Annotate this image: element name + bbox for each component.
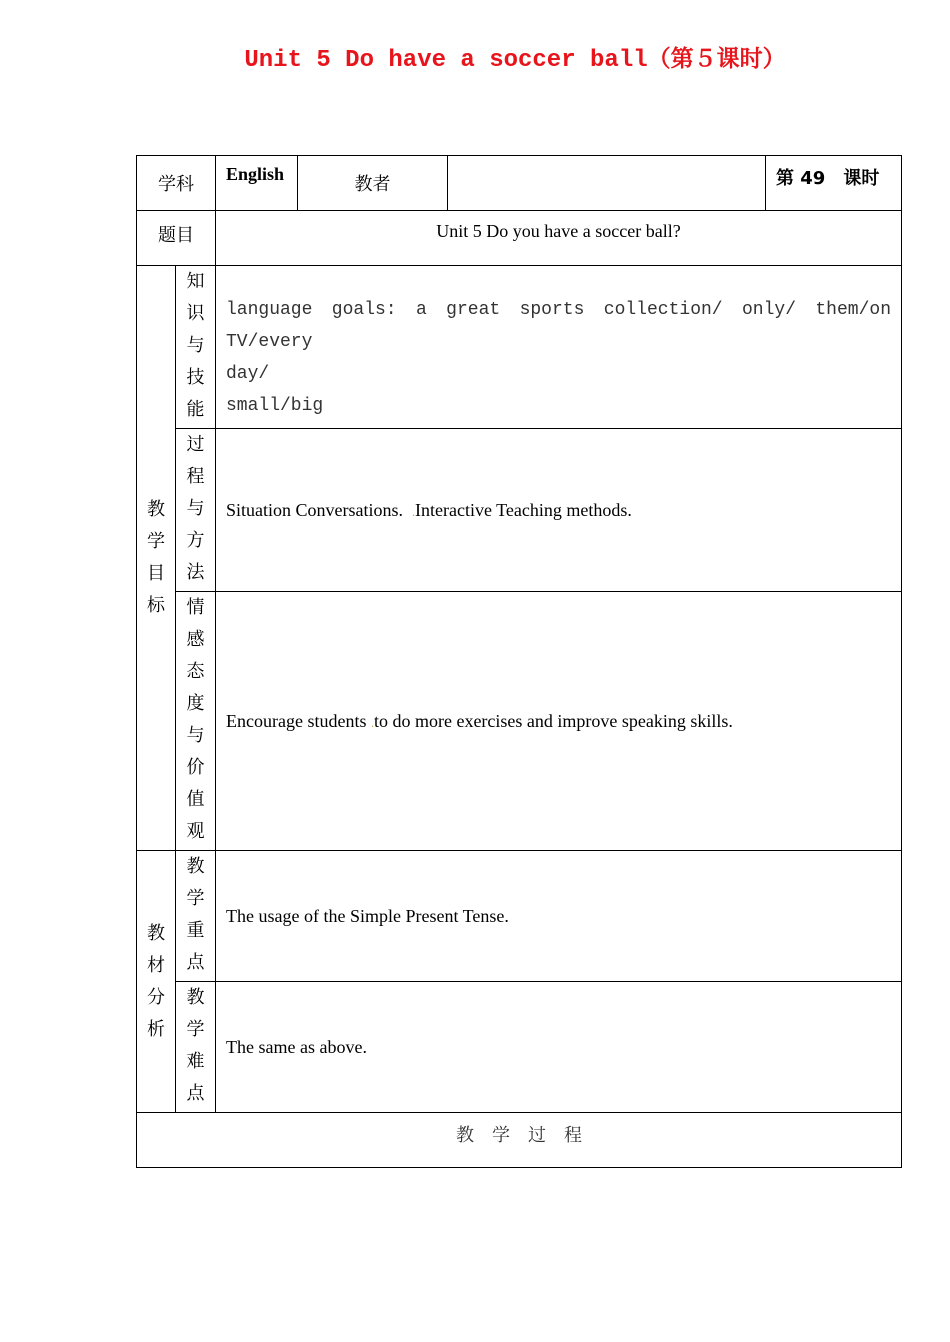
marker-dot: . [412,504,415,519]
teaching-process-label: 教 学 过 程 [137,1113,902,1168]
emotion-label: 情 感 态 度 与 价 值 观 [176,592,216,851]
key-points-label: 教 学 重 点 [176,851,216,982]
process-row [137,429,902,592]
difficulties-content: The same as above. [216,982,902,1113]
emotion-row [137,592,902,851]
subject-value: English [216,156,298,211]
difficulties-label: 教 学 难 点 [176,982,216,1113]
knowledge-content: language goals: a great sports collection/ only/ them/on TV/every day/ small/big [216,266,902,429]
knowledge-label: 知 识 与 技 能 [176,266,216,429]
knowledge-row [137,266,902,429]
key-points-row [137,851,902,982]
emotion-content: Encourage students .to do more exercises and improve speaking skills. [216,592,902,851]
title-suffix: （第５课时） [647,46,786,72]
title-prefix: Unit 5 Do have a soccer ball [244,47,648,74]
topic-label: 题目 [137,211,216,266]
header-row [137,156,902,211]
marker-dot: . [370,715,374,730]
topic-row [137,211,902,266]
lesson-number: 第 49 课时 [766,156,902,211]
process-label: 过 程 与 方 法 [176,429,216,592]
lesson-plan-table [136,155,902,1168]
key-points-content: The usage of the Simple Present Tense. [216,851,902,982]
process-footer-row [137,1113,902,1168]
analysis-group-label: 教 材 分 析 [137,851,176,1113]
teacher-label: 教者 [298,156,448,211]
objectives-group-label: 教 学 目 标 [137,266,176,851]
teacher-value [448,156,766,211]
topic-value: Unit 5 Do you have a soccer ball? [216,211,902,266]
difficulties-row [137,982,902,1113]
page-title [0,40,950,74]
subject-label: 学科 [137,156,216,211]
process-content: Situation Conversations. .Interactive Teaching methods. [216,429,902,592]
